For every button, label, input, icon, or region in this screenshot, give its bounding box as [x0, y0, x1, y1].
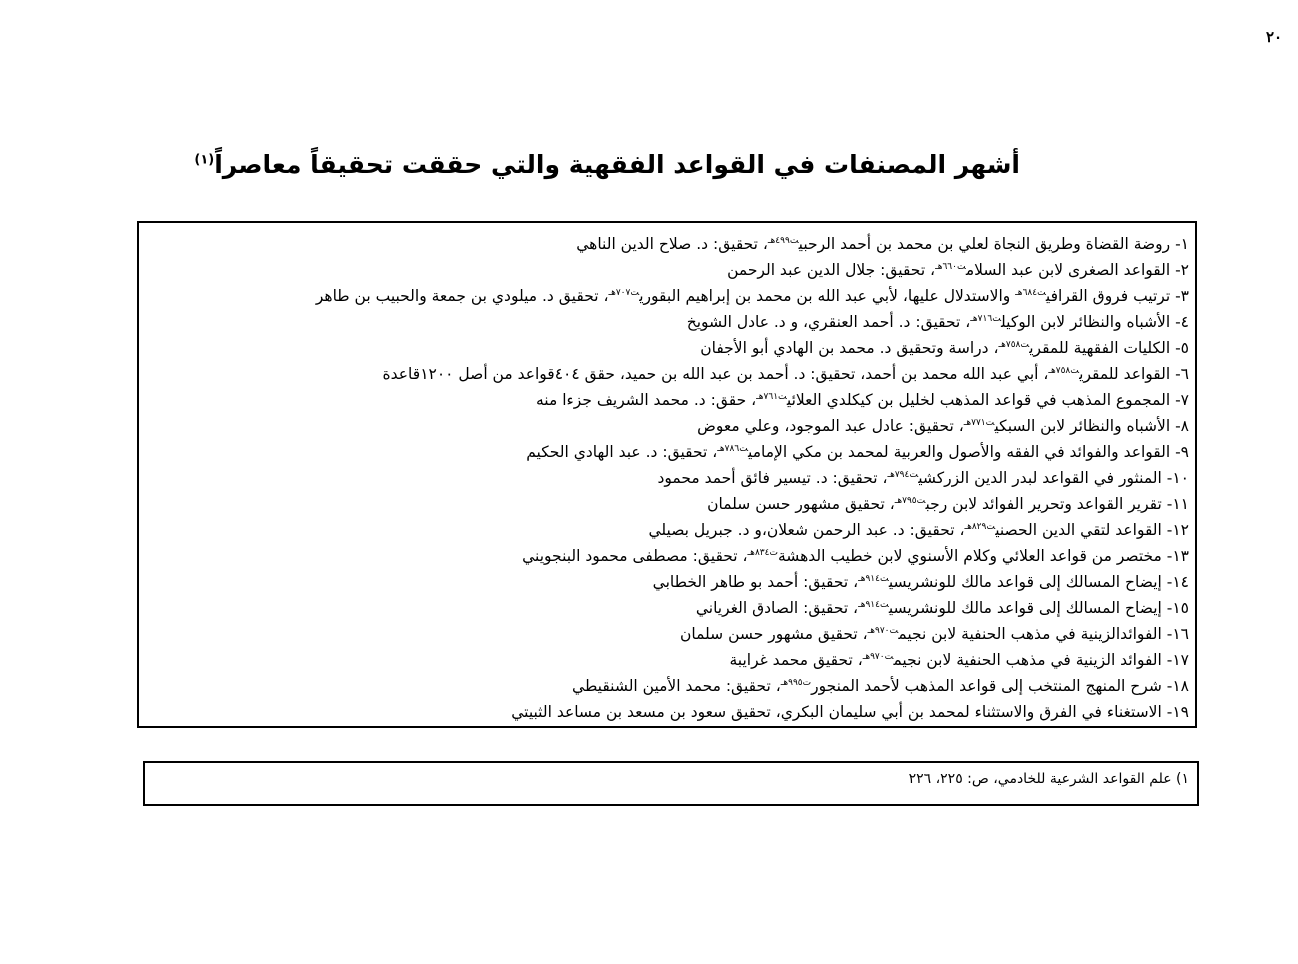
- work-death: ت٤٩٩هـ: [767, 236, 799, 246]
- work-death: ت٧٩٥هـ: [894, 496, 926, 506]
- work-death: ت٧٦١هـ: [756, 392, 787, 402]
- work-death: ت٧١٦هـ: [970, 314, 1002, 324]
- title-footnote-ref: (١): [194, 152, 215, 168]
- work-rest: ، تحقيق: عادل عبد الموجود، وعلي معوض: [697, 417, 964, 436]
- work-rest: ، تحقيق مشهور حسن سلمان: [707, 495, 895, 514]
- work-text: ١١- تقرير القواعد وتحرير الفوائد لابن رجب: [925, 495, 1189, 514]
- work-rest: ، تحقيق: د. عبد الهادي الحكيم: [526, 443, 718, 462]
- list-item: [139, 514, 1189, 540]
- work-death: ت٧٩٤هـ: [887, 470, 919, 480]
- work-text: ١٣- مختصر من قواعد العلائي وكلام الأسنوي لابن خطيب الدهشة: [777, 547, 1189, 566]
- work-death: ت٨٣٤هـ: [747, 548, 778, 558]
- work-rest: ، تحقيق محمد غرايبة: [729, 651, 863, 670]
- work-death: ت٩١٤هـ: [858, 574, 889, 584]
- work-text: ١٤- إيضاح المسالك إلى قواعد مالك للونشريسي: [888, 573, 1189, 592]
- works-list: [139, 223, 1195, 722]
- work-death: ت٧٨٦هـ: [717, 444, 749, 454]
- work-death2: ت٧٠٧هـ: [608, 288, 640, 298]
- work-rest: ، تحقيق: مصطفى محمود البنجويني: [522, 547, 748, 566]
- work-death: ت٩٧٠هـ: [867, 626, 899, 636]
- list-item: [139, 306, 1189, 332]
- work-text: ١٩- الاستغناء في الفرق والاستثناء لمحمد بن أبي سليمان البكري، تحقيق سعود بن مسعد بن مساعد الثبيتي: [511, 703, 1189, 722]
- list-item: [139, 462, 1189, 488]
- page-number: ٢٠: [1265, 28, 1283, 46]
- work-text: ١٥- إيضاح المسالك إلى قواعد مالك للونشريسي: [888, 599, 1189, 618]
- list-item: [139, 436, 1189, 462]
- work-rest: ، تحقيق: د. عبد الرحمن شعلان،و د. جبريل بصيلي: [648, 521, 965, 540]
- work-death: ت٧٥٨هـ: [1048, 366, 1080, 376]
- work-rest2: ، تحقيق د. ميلودي بن جمعة والحبيب بن طاهر: [315, 287, 609, 306]
- footnote-box: [143, 761, 1199, 806]
- list-item: [139, 566, 1189, 592]
- work-death: ت٩١٤هـ: [858, 600, 889, 610]
- work-text: ٨- الأشباه والنظائر لابن السبكي: [994, 417, 1189, 436]
- work-death: ت٦٦٠هـ: [935, 262, 966, 272]
- work-text: ٢- القواعد الصغرى لابن عبد السلام: [965, 261, 1189, 280]
- work-death: ت٧٥٨هـ: [998, 340, 1030, 350]
- work-text: ٤- الأشباه والنظائر لابن الوكيل: [1001, 313, 1189, 332]
- work-death: ت٧٧١هـ: [963, 418, 995, 428]
- list-item: [139, 618, 1189, 644]
- work-rest: والاستدلال عليها، لأبي عبد الله بن محمد بن إبراهيم البقوري: [639, 287, 1016, 306]
- work-text: ٦- القواعد للمقري: [1079, 365, 1189, 384]
- work-rest: ، دراسة وتحقيق د. محمد بن الهادي أبو الأجفان: [700, 339, 999, 358]
- work-text: ٥- الكليات الفقهية للمقري: [1029, 339, 1189, 358]
- page-title: [194, 150, 1020, 179]
- list-item: [139, 254, 1189, 280]
- work-text: ٣- ترتيب فروق القرافي: [1045, 287, 1189, 306]
- work-death: ت٩٩٥هـ: [780, 678, 812, 688]
- list-item: [139, 696, 1189, 722]
- list-item: [139, 540, 1189, 566]
- work-death: ت٨٢٩هـ: [964, 522, 996, 532]
- work-rest: ، تحقيق: محمد الأمين الشنقيطي: [572, 677, 781, 696]
- work-text: ١٨- شرح المنهج المنتخب إلى قواعد المذهب لأحمد المنجور: [811, 677, 1189, 696]
- work-rest: ، تحقيق: أحمد بو طاهر الخطابي: [652, 573, 859, 592]
- list-item: [139, 228, 1189, 254]
- page-title-text: أشهر المصنفات في القواعد الفقهية والتي حققت تحقيقاً معاصراً: [214, 150, 1020, 179]
- work-text: ١- روضة القضاة وطريق النجاة لعلي بن محمد بن أحمد الرحبي: [798, 235, 1189, 254]
- work-text: ٧- المجموع المذهب في قواعد المذهب لخليل بن كيكلدي العلائي: [786, 391, 1189, 410]
- work-rest: ، أبي عبد الله محمد بن أحمد، تحقيق: د. أحمد بن عبد الله بن حميد، حقق ٤٠٤قواعد من أصل ١٢٠٠قاعدة: [382, 365, 1049, 384]
- list-item: [139, 670, 1189, 696]
- work-death: ت٦٨٤هـ: [1015, 288, 1046, 298]
- list-item: [139, 332, 1189, 358]
- list-item: [139, 592, 1189, 618]
- list-item: [139, 384, 1189, 410]
- work-rest: ، تحقيق: جلال الدين عبد الرحمن: [727, 261, 936, 280]
- list-item: [139, 358, 1189, 384]
- work-rest: ، تحقيق: د. تيسير فائق أحمد محمود: [657, 469, 888, 488]
- work-rest: ، تحقيق: الصادق الغرياني: [695, 599, 859, 618]
- footnote-text: ١) علم القواعد الشرعية للخادمي، ص: ٢٢٥، ٢٢٦: [908, 771, 1189, 787]
- list-item: [139, 280, 1189, 306]
- work-rest: ، تحقيق: د. أحمد العنقري، و د. عادل الشويخ: [686, 313, 971, 332]
- work-text: ١٠- المنثور في القواعد لبدر الدين الزركشي: [918, 469, 1189, 488]
- work-text: ٩- القواعد والفوائد في الفقه والأصول والعربية لمحمد بن مكي الإمامي: [748, 443, 1189, 462]
- list-item: [139, 644, 1189, 670]
- work-text: ١٧- الفوائد الزينية في مذهب الحنفية لابن نجيم: [893, 651, 1189, 670]
- work-rest: ، تحقيق: د. صلاح الدين الناهي: [576, 235, 768, 254]
- list-item: [139, 488, 1189, 514]
- work-death: ت٩٧٠هـ: [862, 652, 894, 662]
- work-text: ١٢- القواعد لتقي الدين الحصني: [995, 521, 1189, 540]
- work-rest: ، تحقيق مشهور حسن سلمان: [679, 625, 868, 644]
- works-list-box: [137, 221, 1197, 728]
- work-rest: ، حقق: د. محمد الشريف جزءا منه: [535, 391, 757, 410]
- work-text: ١٦- الفوائدالزينية في مذهب الحنفية لابن نجيم: [898, 625, 1189, 644]
- list-item: [139, 410, 1189, 436]
